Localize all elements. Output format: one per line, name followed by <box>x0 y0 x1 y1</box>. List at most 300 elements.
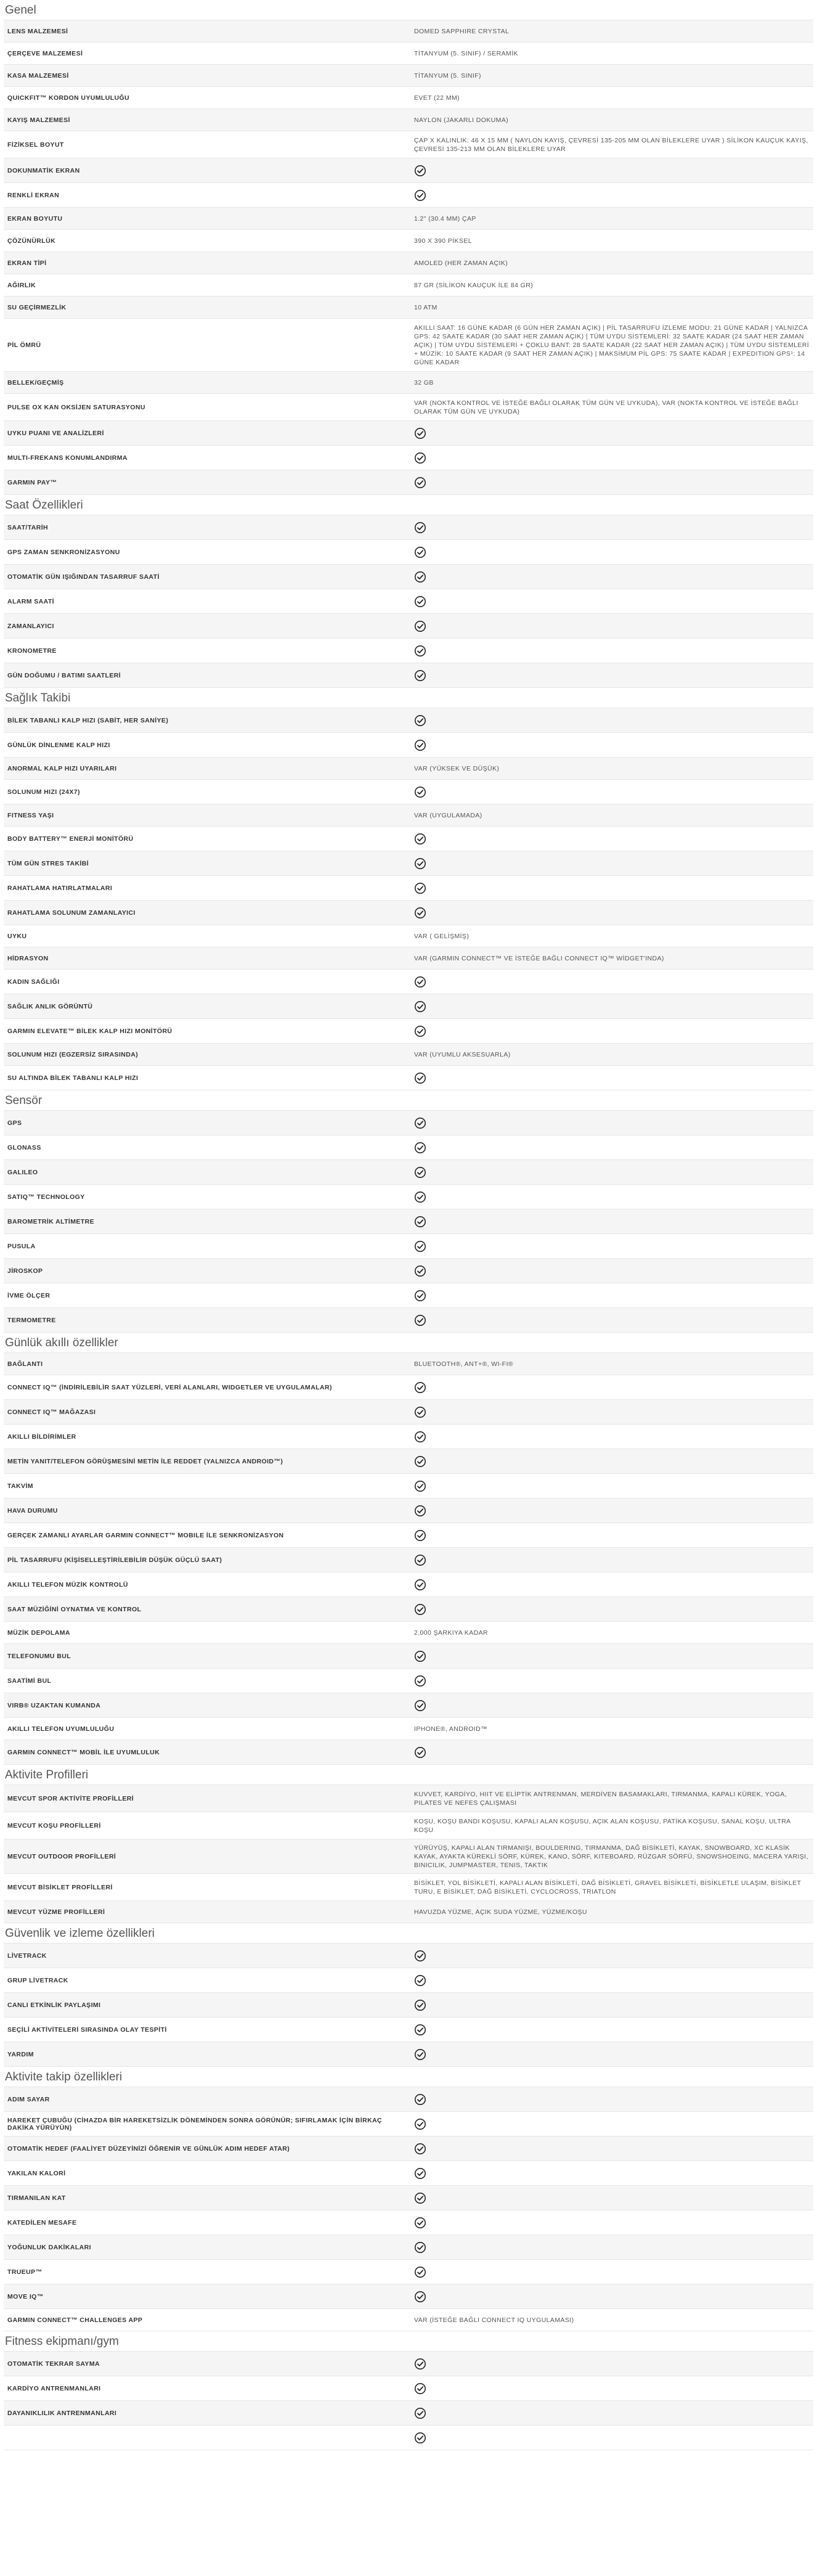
checkmark-circle-icon <box>414 476 426 489</box>
spec-value: TİTANYUM (5. SINIF) / SERAMİK <box>414 49 518 57</box>
spec-value-check <box>410 708 813 732</box>
spec-value: 390 X 390 PİKSEL <box>414 237 472 245</box>
spec-label: MEVCUT YÜZME PROFİLLERİ <box>7 1908 105 1916</box>
spec-row <box>4 758 813 780</box>
spec-label: GPS <box>7 1119 22 1127</box>
spec-label: VIRB® UZAKTAN KUMANDA <box>7 1701 101 1709</box>
spec-label: RAHATLAMA SOLUNUM ZAMANLAYICI <box>7 909 136 917</box>
checkmark-circle-icon <box>414 714 426 727</box>
spec-row <box>4 372 813 394</box>
spec-row <box>4 1718 813 1740</box>
spec-row <box>4 2401 813 2426</box>
spec-row <box>4 158 813 183</box>
spec-row <box>4 1185 813 1209</box>
checkmark-circle-icon <box>414 1974 426 1987</box>
checkmark-circle-icon <box>414 521 426 534</box>
spec-value-check <box>410 1449 813 1473</box>
spec-label: CANLI ETKİNLİK PAYLAŞIMI <box>7 2001 101 2009</box>
spec-label: HAVA DURUMU <box>7 1507 58 1515</box>
section-title: Güvenlik ve izleme özellikleri <box>5 1927 155 1940</box>
spec-row <box>4 1375 813 1400</box>
spec-value-check <box>410 2042 813 2066</box>
spec-value-check <box>410 1993 813 2017</box>
spec-label: GARMIN CONNECT™ CHALLENGES APP <box>7 2316 143 2324</box>
checkmark-circle-icon <box>414 1603 426 1616</box>
spec-row <box>4 1597 813 1622</box>
spec-row <box>4 925 813 947</box>
spec-row <box>4 901 813 925</box>
spec-value-check <box>410 1259 813 1283</box>
spec-label: İVME ÖLÇER <box>7 1291 51 1299</box>
spec-row <box>4 1209 813 1234</box>
spec-label: TELEFONUMU BUL <box>7 1652 71 1660</box>
spec-label: LİVETRACK <box>7 1952 47 1960</box>
spec-label <box>4 2426 410 2450</box>
spec-label: MOVE IQ™ <box>7 2292 44 2300</box>
checkmark-circle-icon <box>414 1505 426 1517</box>
spec-value-check <box>410 1209 813 1233</box>
section-title: Genel <box>5 4 36 17</box>
spec-label: YARDIM <box>7 2050 34 2058</box>
spec-label: JİROSKOP <box>7 1267 43 1275</box>
checkmark-circle-icon <box>414 620 426 632</box>
spec-value-check <box>410 780 813 804</box>
spec-label: OTOMATİK HEDEF (FAALİYET DÜZEYİNİZİ ÖĞRENİR VE GÜNLÜK ADIM HEDEF ATAR) <box>7 2145 290 2153</box>
spec-label: SAAT/TARİH <box>7 523 49 531</box>
spec-row <box>4 804 813 827</box>
spec-value: VAR (UYUMLU AKSESUARLA) <box>414 1050 511 1058</box>
spec-label: METİN YANIT/TELEFON GÖRÜŞMESİNİ METİN İLE REDDET (YALNIZCA ANDROID™) <box>7 1457 283 1465</box>
spec-value: VAR (YÜKSEK VE DÜŞÜK) <box>414 764 500 772</box>
spec-label: GARMIN ELEVATE™ BİLEK KALP HIZI MONİTÖRÜ <box>7 1027 173 1035</box>
checkmark-circle-icon <box>414 907 426 919</box>
section-title: Sağlık Takibi <box>5 692 71 705</box>
checkmark-circle-icon <box>414 786 426 798</box>
spec-label: EKRAN TİPİ <box>7 259 47 267</box>
spec-row <box>4 540 813 565</box>
spec-row <box>4 2284 813 2309</box>
spec-row <box>4 2260 813 2284</box>
spec-value: VAR (NOKTA KONTROL VE İSTEĞE BAĞLI OLARAK TÜM GÜN VE UYKUDA), VAR (NOKTA KONTROL VE İSTEĞE BAĞLI OLARAK TÜM GÜN VE UYKUDA) <box>414 399 799 415</box>
spec-value-check <box>410 1019 813 1043</box>
spec-value-check <box>410 2352 813 2376</box>
spec-label: KADIN SAĞLIĞI <box>7 978 60 986</box>
spec-row <box>4 296 813 319</box>
spec-label: PUSULA <box>7 1242 36 1250</box>
spec-label: GALILEO <box>7 1168 38 1176</box>
checkmark-circle-icon <box>414 2432 426 2444</box>
spec-value-check <box>410 1548 813 1572</box>
spec-label: MEVCUT KOŞU PROFİLLERİ <box>7 1822 101 1830</box>
spec-value-check <box>410 1135 813 1159</box>
spec-row <box>4 2136 813 2161</box>
checkmark-circle-icon <box>414 1431 426 1443</box>
spec-value-check <box>410 876 813 900</box>
spec-value-check <box>410 1944 813 1968</box>
spec-value-check <box>410 1308 813 1332</box>
spec-row <box>4 274 813 296</box>
spec-row <box>4 876 813 901</box>
spec-table <box>4 1943 813 2067</box>
checkmark-circle-icon <box>414 2358 426 2370</box>
spec-value-check <box>410 1400 813 1424</box>
spec-value: VAR (UYGULAMADA) <box>414 811 482 819</box>
checkmark-circle-icon <box>414 2048 426 2061</box>
spec-row <box>4 2352 813 2376</box>
spec-row <box>4 1283 813 1308</box>
checkmark-circle-icon <box>414 833 426 845</box>
spec-label: AKILLI BİLDİRİMLER <box>7 1433 76 1441</box>
spec-row <box>4 2186 813 2210</box>
spec-label: DOKUNMATİK EKRAN <box>7 166 80 174</box>
spec-table <box>4 708 813 1090</box>
spec-value-check <box>410 589 813 613</box>
spec-value-check <box>410 2235 813 2259</box>
spec-row <box>4 708 813 733</box>
spec-row <box>4 1572 813 1597</box>
checkmark-circle-icon <box>414 645 426 657</box>
spec-row <box>4 1066 813 1090</box>
spec-label: TÜM GÜN STRES TAKİBİ <box>7 859 89 867</box>
checkmark-circle-icon <box>414 1290 426 1302</box>
spec-label: CONNECT IQ™ MAĞAZASI <box>7 1408 96 1416</box>
spec-label: BODY BATTERY™ ENERJİ MONİTÖRÜ <box>7 835 134 843</box>
spec-label: MEVCUT SPOR AKTİVİTE PROFİLLERİ <box>7 1794 134 1802</box>
section-title: Günlük akıllı özellikler <box>5 1336 118 1349</box>
spec-value-check <box>410 901 813 925</box>
checkmark-circle-icon <box>414 1381 426 1394</box>
spec-row <box>4 1425 813 1449</box>
spec-row <box>4 1944 813 1968</box>
section-title: Saat Özellikleri <box>5 499 83 512</box>
spec-row <box>4 2309 813 2331</box>
spec-table <box>4 515 813 688</box>
spec-value-check <box>410 1474 813 1498</box>
spec-label: KRONOMETRE <box>7 647 57 655</box>
spec-value-check <box>410 2260 813 2284</box>
spec-row <box>4 20 813 43</box>
spec-value: BİSİKLET, YOL BİSİKLETİ, KAPALI ALAN BİSİKLETİ, DAĞ BİSİKLETİ, GRAVEL BİSİKLETİ, BİSİKLETLE ULAŞIM, BİSİKLET TURU, E BİSİKLET, DAĞ BİSİKLETİ, CYCLOCROSS, TRIATLON <box>414 1879 802 1895</box>
spec-label: KARDİYO ANTRENMANLARI <box>7 2384 101 2392</box>
spec-label: YOĞUNLUK DAKİKALARI <box>7 2243 91 2251</box>
spec-row <box>4 780 813 804</box>
checkmark-circle-icon <box>414 1142 426 1154</box>
spec-row <box>4 1644 813 1669</box>
spec-label: GRUP LİVETRACK <box>7 1976 68 1984</box>
spec-value-check <box>410 2161 813 2185</box>
spec-label: PULSE OX KAN OKSİJEN SATURASYONU <box>7 403 145 411</box>
spec-label: ÇERÇEVE MALZEMESİ <box>7 49 83 57</box>
spec-row <box>4 1449 813 1474</box>
spec-row <box>4 446 813 470</box>
spec-value: KUVVET, KARDİYO, HIIT VE ELİPTİK ANTRENMAN, MERDİVEN BASAMAKLARI, TIRMANMA, KAPALI KÜREK, YOGA, PILATES VE NEFES ÇALIŞMASI <box>414 1790 787 1807</box>
spec-row <box>4 1111 813 1135</box>
spec-value-check <box>410 565 813 589</box>
checkmark-circle-icon <box>414 1406 426 1418</box>
checkmark-circle-icon <box>414 1216 426 1228</box>
spec-value: VAR ( GELİŞMİŞ) <box>414 932 469 940</box>
spec-value-check <box>410 2376 813 2400</box>
spec-value: DOMED SAPPHIRE CRYSTAL <box>414 27 510 35</box>
spec-value: VAR (İSTEĞE BAĞLI CONNECT IQ UYGULAMASI) <box>414 2316 574 2324</box>
spec-row <box>4 515 813 540</box>
spec-row <box>4 589 813 614</box>
spec-label: BAĞLANTI <box>7 1360 43 1368</box>
checkmark-circle-icon <box>414 165 426 177</box>
spec-row <box>4 183 813 208</box>
spec-label: OTOMATİK TEKRAR SAYMA <box>7 2360 100 2368</box>
spec-label: QUICKFIT™ KORDON UYUMLULUĞU <box>7 94 130 102</box>
spec-row <box>4 421 813 446</box>
spec-row <box>4 1548 813 1572</box>
spec-row <box>4 994 813 1019</box>
spec-label: ANORMAL KALP HIZI UYARILARI <box>7 764 117 772</box>
spec-label: FİZİKSEL BOYUT <box>7 141 64 149</box>
spec-label: KASA MALZEMESİ <box>7 72 69 80</box>
checkmark-circle-icon <box>414 1025 426 1037</box>
checkmark-circle-icon <box>414 976 426 988</box>
spec-value-check <box>410 1968 813 1992</box>
spec-label: BAROMETRİK ALTİMETRE <box>7 1217 94 1225</box>
spec-row <box>4 851 813 876</box>
spec-value: HAVUZDA YÜZME, AÇIK SUDA YÜZME, YÜZME/KOŞU <box>414 1908 587 1916</box>
spec-row <box>4 109 813 131</box>
spec-value-check <box>410 2426 813 2450</box>
spec-value-check <box>410 2018 813 2042</box>
spec-label: TRUEUP™ <box>7 2268 43 2276</box>
checkmark-circle-icon <box>414 739 426 751</box>
spec-value-check <box>410 1066 813 1090</box>
checkmark-circle-icon <box>414 2118 426 2130</box>
checkmark-circle-icon <box>414 1579 426 1591</box>
checkmark-circle-icon <box>414 2143 426 2155</box>
spec-row <box>4 614 813 639</box>
spec-table <box>4 1352 813 1765</box>
spec-value: NAYLON (JAKARLI DOKUMA) <box>414 116 509 124</box>
spec-row <box>4 470 813 495</box>
spec-value-check <box>410 1234 813 1258</box>
checkmark-circle-icon <box>414 1265 426 1277</box>
spec-label: SOLUNUM HIZI (24X7) <box>7 788 80 796</box>
checkmark-circle-icon <box>414 1699 426 1712</box>
spec-label: MEVCUT OUTDOOR PROFİLLERİ <box>7 1852 116 1860</box>
spec-value: YÜRÜYÜŞ, KAPALI ALAN TIRMANIŞI, BOULDERING, TIRMANMA, DAĞ BİSİKLETİ, KAYAK, SNOWBOARD, XC KLASİK KAYAK, AYAKTA KÜREKLİ SÖRF, KÜREK, KANO, SÖRF, KITEBOARD, RÜZGAR SÖRFÜ, SNOWSHOEING, MACERA YARIŞI, BINICILIK, JUMPMASTER, TENIS, TAKTIK <box>414 1844 808 1869</box>
spec-table <box>4 1110 813 1333</box>
spec-value-check <box>410 1111 813 1135</box>
spec-row <box>4 1693 813 1718</box>
spec-row <box>4 1400 813 1425</box>
spec-label: SAĞLIK ANLIK GÖRÜNTÜ <box>7 1002 93 1010</box>
spec-label: HAREKET ÇUBUĞU (CİHAZDA BİR HAREKETSİZLİK DÖNEMİNDEN SONRA GÖRÜNÜR; SIFIRLAMAK İÇİN BİRKAÇ DAKİKA YÜRÜYÜN) <box>7 2116 383 2132</box>
spec-row <box>4 827 813 851</box>
spec-value-check <box>410 663 813 687</box>
spec-label: MULTI-FREKANS KONUMLANDIRMA <box>7 454 128 462</box>
spec-label: HİDRASYON <box>7 954 49 962</box>
spec-label: GARMIN CONNECT™ MOBİL İLE UYUMLULUK <box>7 1748 160 1756</box>
spec-row <box>4 2112 813 2136</box>
spec-value: IPHONE®, ANDROID™ <box>414 1725 487 1733</box>
spec-label: ÇÖZÜNÜRLÜK <box>7 237 56 245</box>
spec-value-check <box>410 421 813 445</box>
checkmark-circle-icon <box>414 1650 426 1662</box>
spec-value-check <box>410 1499 813 1523</box>
spec-value-check <box>410 1425 813 1449</box>
spec-label: GÜNLÜK DİNLENME KALP HIZI <box>7 741 110 749</box>
spec-row <box>4 1785 813 1812</box>
spec-value-check <box>410 1740 813 1764</box>
spec-row <box>4 1874 813 1901</box>
checkmark-circle-icon <box>414 571 426 583</box>
spec-value-check <box>410 2087 813 2111</box>
spec-value-check <box>410 540 813 564</box>
spec-label: SEÇİLİ AKTİVİTELERİ SIRASINDA OLAY TESPİTİ <box>7 2026 167 2034</box>
spec-table <box>4 2351 813 2450</box>
spec-row <box>4 1135 813 1160</box>
spec-value-check <box>410 733 813 757</box>
spec-value-check <box>410 2210 813 2235</box>
section-title: Sensör <box>5 1094 43 1107</box>
spec-label: ZAMANLAYICI <box>7 622 54 630</box>
spec-value: 1.2" (30.4 MM) ÇAP <box>414 215 476 223</box>
spec-row <box>4 947 813 970</box>
spec-label: ADIM SAYAR <box>7 2095 50 2103</box>
spec-label: UYKU <box>7 932 27 940</box>
spec-value-check <box>410 446 813 470</box>
spec-row <box>4 1019 813 1044</box>
spec-label: MÜZİK DEPOLAMA <box>7 1629 70 1637</box>
spec-row <box>4 2235 813 2260</box>
spec-value-check <box>410 639 813 663</box>
spec-label: GPS ZAMAN SENKRONİZASYONU <box>7 548 120 556</box>
spec-label: KAYIŞ MALZEMESİ <box>7 116 70 124</box>
spec-row <box>4 1622 813 1644</box>
spec-label: AKILLI TELEFON MÜZİK KONTROLÜ <box>7 1580 128 1589</box>
spec-row <box>4 1993 813 2018</box>
spec-row <box>4 1499 813 1523</box>
spec-row <box>4 2210 813 2235</box>
spec-label: GÜN DOĞUMU / BATIMI SAATLERİ <box>7 671 121 679</box>
spec-value-check <box>410 470 813 494</box>
checkmark-circle-icon <box>414 1999 426 2011</box>
spec-label: SAAT MÜZİĞİNİ OYNATMA VE KONTROL <box>7 1605 142 1613</box>
spec-row <box>4 1523 813 1548</box>
checkmark-circle-icon <box>414 452 426 464</box>
spec-label: BELLEK/GEÇMİŞ <box>7 378 64 386</box>
spec-value-check <box>410 970 813 994</box>
spec-value-check <box>410 1375 813 1399</box>
spec-label: SATIQ™ TECHNOLOGY <box>7 1193 85 1201</box>
checkmark-circle-icon <box>414 1529 426 1542</box>
spec-row <box>4 2087 813 2112</box>
spec-value: 87 GR (SİLİKON KAUÇUK İLE 84 GR) <box>414 281 534 289</box>
spec-row <box>4 65 813 87</box>
checkmark-circle-icon <box>414 1166 426 1179</box>
checkmark-circle-icon <box>414 2382 426 2395</box>
spec-label: SU ALTINDA BİLEK TABANLI KALP HIZI <box>7 1074 139 1082</box>
spec-row <box>4 2376 813 2401</box>
spec-label: CONNECT IQ™ (İNDİRİLEBİLİR SAAT YÜZLERİ, VERİ ALANLARI, WIDGETLER VE UYGULAMALAR) <box>7 1383 332 1391</box>
spec-value: 2.000 ŞARKIYA KADAR <box>414 1629 489 1637</box>
spec-value-check <box>410 2112 813 2136</box>
spec-row <box>4 663 813 688</box>
spec-value: AKILLI SAAT: 16 GÜNE KADAR (6 GÜN HER ZAMAN AÇIK) | PİL TASARRUFU İZLEME MODU: 21 GÜNE KADAR | YALNIZCA GPS: 42 SAATE KADAR (30 SAAT HER ZAMAN AÇIK) | TÜM UYDU SİSTEMLERİ: 32 SAATE KADAR (24 SAAT HER ZAMAN AÇIK) | TÜM UYDU SİSTEMLERİ + ÇOKLU BANT: 28 SAATE KADAR (22 SAAT HER ZAMAN AÇIK) | TÜM UYDU SİSTEMLERİ + MÜZİK: 10 SAATE KADAR (9 SAAT HER ZAMAN AÇIK) | MAKSİMUM PİL GPS: 75 SAATE KADAR | EXPEDITION GPS¹: 14 GÜNE KADAR <box>414 324 810 366</box>
spec-row <box>4 1474 813 1499</box>
spec-row <box>4 565 813 589</box>
checkmark-circle-icon <box>414 595 426 608</box>
checkmark-circle-icon <box>414 2217 426 2229</box>
spec-value-check <box>410 183 813 207</box>
spec-row <box>4 1968 813 1993</box>
spec-row <box>4 319 813 372</box>
spec-value: KOŞU, KOŞU BANDI KOŞUSU, KAPALI ALAN KOŞUSU, AÇIK ALAN KOŞUSU, PATİKA KOŞUSU, SANAL KOŞU, ULTRA KOŞU <box>414 1817 791 1834</box>
spec-label: OTOMATİK GÜN IŞIĞINDAN TASARRUF SAATİ <box>7 573 160 581</box>
checkmark-circle-icon <box>414 1000 426 1013</box>
spec-value-check <box>410 1669 813 1693</box>
spec-label: PİL TASARRUFU (KİŞİSELLEŞTİRİLEBİLİR DÜŞÜK GÜÇLÜ SAAT) <box>7 1556 222 1564</box>
spec-value: EVET (22 MM) <box>414 94 460 102</box>
spec-label: MEVCUT BİSİKLET PROFİLLERİ <box>7 1883 113 1891</box>
spec-row <box>4 733 813 758</box>
spec-value: 32 GB <box>414 378 434 386</box>
spec-label: RENKLİ EKRAN <box>7 191 60 199</box>
checkmark-circle-icon <box>414 1240 426 1253</box>
spec-value-check <box>410 1283 813 1307</box>
spec-value-check <box>410 1597 813 1621</box>
checkmark-circle-icon <box>414 2093 426 2106</box>
spec-value-check <box>410 994 813 1018</box>
spec-row <box>4 230 813 252</box>
checkmark-circle-icon <box>414 546 426 558</box>
spec-value-check <box>410 2186 813 2210</box>
spec-label: KATEDİLEN MESAFE <box>7 2218 77 2226</box>
spec-row <box>4 208 813 230</box>
spec-label: ALARM SAATİ <box>7 597 54 605</box>
spec-label: UYKU PUANI VE ANALİZLERİ <box>7 429 104 437</box>
spec-row <box>4 2018 813 2042</box>
section-title: Fitness ekipmanı/gym <box>5 2335 119 2348</box>
section-title: Aktivite Profilleri <box>5 1768 89 1781</box>
checkmark-circle-icon <box>414 2291 426 2303</box>
spec-label: GARMIN PAY™ <box>7 478 57 486</box>
checkmark-circle-icon <box>414 2241 426 2254</box>
spec-row <box>4 252 813 274</box>
checkmark-circle-icon <box>414 189 426 202</box>
spec-value-check <box>410 1185 813 1209</box>
checkmark-circle-icon <box>414 1554 426 1566</box>
checkmark-circle-icon <box>414 857 426 870</box>
spec-value-check <box>410 1523 813 1547</box>
checkmark-circle-icon <box>414 882 426 894</box>
checkmark-circle-icon <box>414 2407 426 2419</box>
spec-row <box>4 1259 813 1283</box>
spec-table <box>4 2087 813 2331</box>
spec-table <box>4 1785 813 1923</box>
checkmark-circle-icon <box>414 1480 426 1492</box>
spec-label: AKILLI TELEFON UYUMLULUĞU <box>7 1725 115 1733</box>
checkmark-circle-icon <box>414 2192 426 2204</box>
spec-value-check <box>410 515 813 539</box>
spec-label: TERMOMETRE <box>7 1316 56 1324</box>
spec-label: AĞIRLIK <box>7 281 36 289</box>
spec-row <box>4 1160 813 1185</box>
spec-label: RAHATLAMA HATIRLATMALARI <box>7 884 113 892</box>
spec-value: VAR (GARMIN CONNECT™ VE İSTEĞE BAĞLI CONNECT IQ™ WİDGET'INDA) <box>414 954 664 962</box>
spec-row <box>4 1839 813 1874</box>
checkmark-circle-icon <box>414 427 426 440</box>
spec-row <box>4 1044 813 1066</box>
checkmark-circle-icon <box>414 669 426 682</box>
spec-value-check <box>410 1644 813 1668</box>
